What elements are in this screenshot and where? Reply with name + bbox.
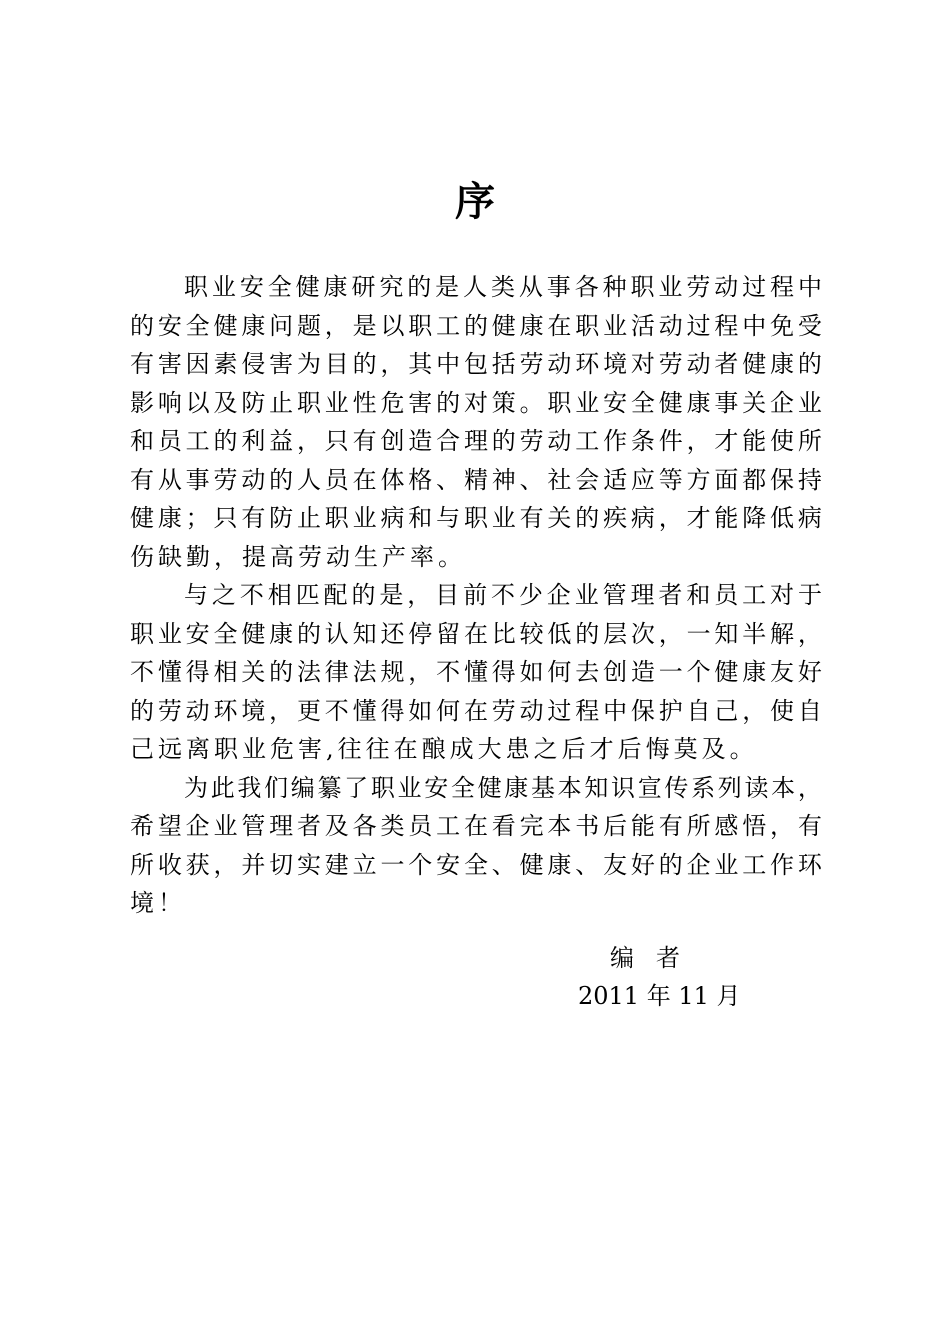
paragraph-line: 伤缺勤，提高劳动生产率。: [130, 542, 466, 571]
paragraph-line: 有 从 事 劳 动 的 人 员 在 体 格 、 精 神 、 社 会 适 应 等 方 面 都 保 持: [130, 465, 822, 494]
paragraph-line: 希 望 企 业 管 理 者 及 各 类 员 工 在 看 完 本 书 后 能 有 所 感 悟 ， 有: [130, 812, 822, 840]
paragraph-line: 所 收 获 ， 并 切 实 建 立 一 个 安 全 、 健 康 、 友 好 的 企 业 工 作 环: [130, 850, 822, 879]
paragraph-line: 职 业 安 全 健 康 的 认 知 还 停 留 在 比 较 低 的 层 次 ， 一 知 半 解 ，: [130, 619, 822, 648]
paragraph-line: 不 懂 得 相 关 的 法 律 法 规 ， 不 懂 得 如 何 去 创 造 一 个 健 康 友 好: [130, 658, 822, 686]
paragraph-line: 的 安 全 健 康 问 题 ， 是 以 职 工 的 健 康 在 职 业 活 动 过 程 中 免 受: [130, 311, 822, 340]
paragraph-line: 健 康 ； 只 有 防 止 职 业 病 和 与 职 业 有 关 的 疾 病 ， 才 能 降 低 病: [130, 504, 822, 532]
paragraph-line: 和 员 工 的 利 益 ， 只 有 创 造 合 理 的 劳 动 工 作 条 件 ， 才 能 使 所: [130, 427, 822, 455]
signature-author: 编者: [610, 944, 702, 972]
paragraph: [130, 769, 822, 923]
paragraph-line: 己远离职业危害,往往在酿成大患之后才后悔莫及。: [130, 735, 758, 763]
paragraph-line: 的 劳 动 环 境 ， 更 不 懂 得 如 何 在 劳 动 过 程 中 保 护 自 己 ， 使 自: [130, 696, 822, 725]
paragraph-line: 境！: [130, 889, 186, 917]
paragraph-line: 影 响 以 及 防 止 职 业 性 危 害 的 对 策 。 职 业 安 全 健 康 事 关 企 业: [130, 388, 822, 417]
paragraph-line: 有 害 因 素 侵 害 为 目 的 ， 其 中 包 括 劳 动 环 境 对 劳 动 者 健 康 的: [130, 350, 822, 378]
paragraph: [130, 268, 822, 576]
signature-date: 2011 年 11 月: [578, 982, 741, 1010]
paragraph-line: 职 业 安 全 健 康 研 究 的 是 人 类 从 事 各 种 职 业 劳 动 过 程 中: [184, 273, 822, 301]
preface-body: [130, 268, 822, 923]
paragraph-line: 与 之 不 相 匹 配 的 是 ， 目 前 不 少 企 业 管 理 者 和 员 工 对 于: [184, 581, 822, 609]
paragraph-line: 为 此 我 们 编 纂 了 职 业 安 全 健 康 基 本 知 识 宣 传 系 列 读 本 ，: [184, 773, 822, 802]
paragraph: [130, 576, 822, 769]
page-title: 序: [455, 179, 495, 225]
